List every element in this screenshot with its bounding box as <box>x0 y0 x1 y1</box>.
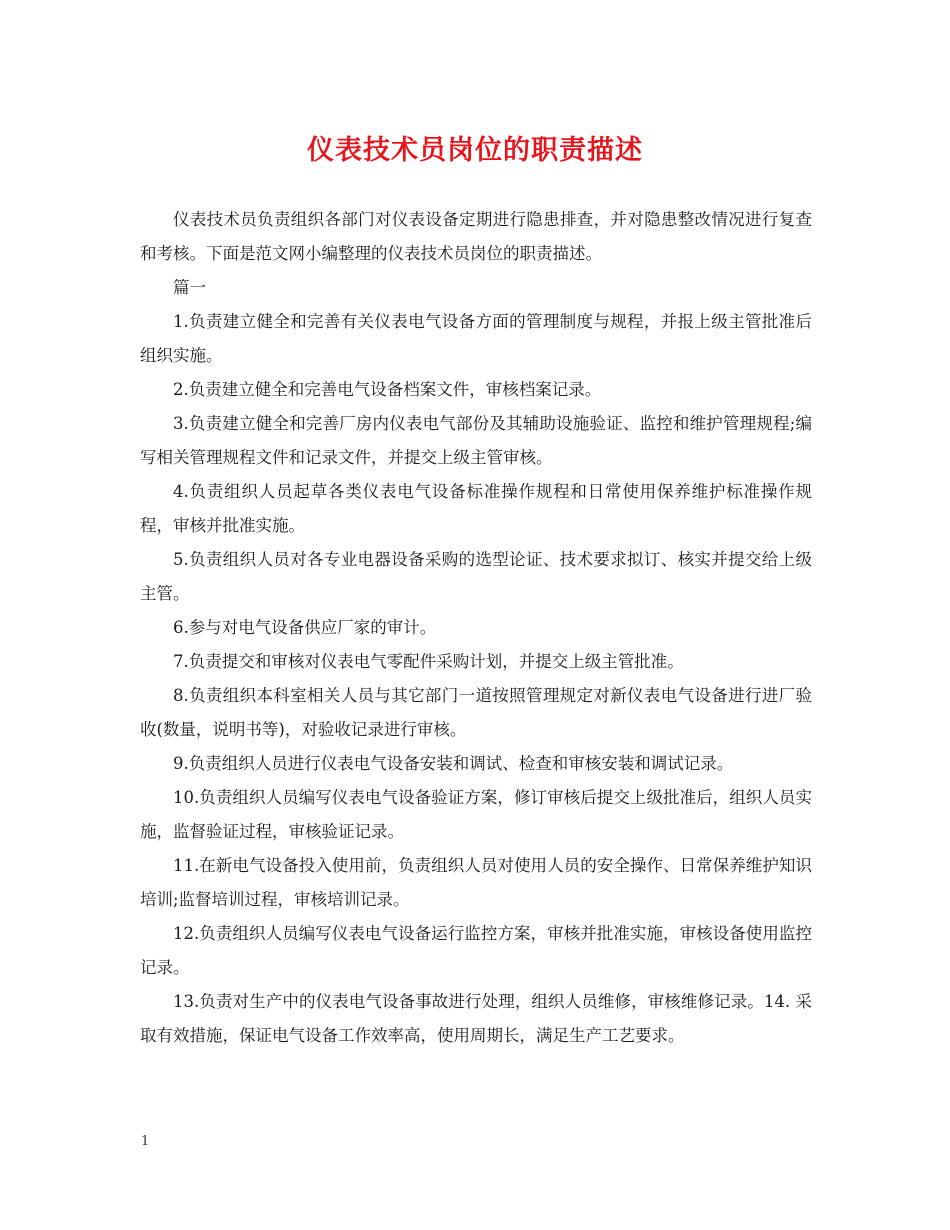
page-number: 1 <box>141 1134 150 1149</box>
list-item: 3.负责建立健全和完善厂房内仪表电气部份及其辅助设施验证、监控和维护管理规程;编写相关管理规程文件和记录文件，并提交上级主管审核。 <box>140 414 812 467</box>
list-item: 11.在新电气设备投入使用前，负责组织人员对使用人员的安全操作、日常保养维护知识培训;监督培训过程，审核培训记录。 <box>140 856 812 909</box>
list-item: 8.负责组织本科室相关人员与其它部门一道按照管理规定对新仪表电气设备进行进厂验收(数量，说明书等)，对验收记录进行审核。 <box>140 686 812 739</box>
list-item: 10.负责组织人员编写仪表电气设备验证方案，修订审核后提交上级批准后，组织人员实施，监督验证过程，审核验证记录。 <box>140 788 812 841</box>
list-item: 7.负责提交和审核对仪表电气零配件采购计划，并提交上级主管批准。 <box>173 652 684 671</box>
section-label: 篇一 <box>173 278 206 297</box>
list-item: 2.负责建立健全和完善电气设备档案文件，审核档案记录。 <box>173 380 602 399</box>
list-item: 9.负责组织人员进行仪表电气设备安装和调试、检查和审核安装和调试记录。 <box>173 754 734 773</box>
list-item: 5.负责组织人员对各专业电器设备采购的选型论证、技术要求拟订、核实并提交给上级主管。 <box>140 550 812 603</box>
intro-paragraph: 仪表技术员负责组织各部门对仪表设备定期进行隐患排查，并对隐患整改情况进行复查和考核。下面是范文网小编整理的仪表技术员岗位的职责描述。 <box>140 210 812 263</box>
list-item: 1.负责建立健全和完善有关仪表电气设备方面的管理制度与规程，并报上级主管批准后组织实施。 <box>140 312 812 365</box>
list-item: 4.负责组织人员起草各类仪表电气设备标准操作规程和日常使用保养维护标准操作规程，审核并批准实施。 <box>140 482 812 535</box>
list-item: 12.负责组织人员编写仪表电气设备运行监控方案，审核并批准实施，审核设备使用监控记录。 <box>140 924 812 977</box>
list-item: 13.负责对生产中的仪表电气设备事故进行处理，组织人员维修，审核维修记录。14. 采取有效措施，保证电气设备工作效率高，使用周期长，满足生产工艺要求。 <box>140 992 812 1045</box>
list-item: 6.参与对电气设备供应厂家的审计。 <box>173 618 437 637</box>
document-body <box>140 203 812 1053</box>
document-title: 仪表技术员岗位的职责描述 <box>307 135 643 166</box>
